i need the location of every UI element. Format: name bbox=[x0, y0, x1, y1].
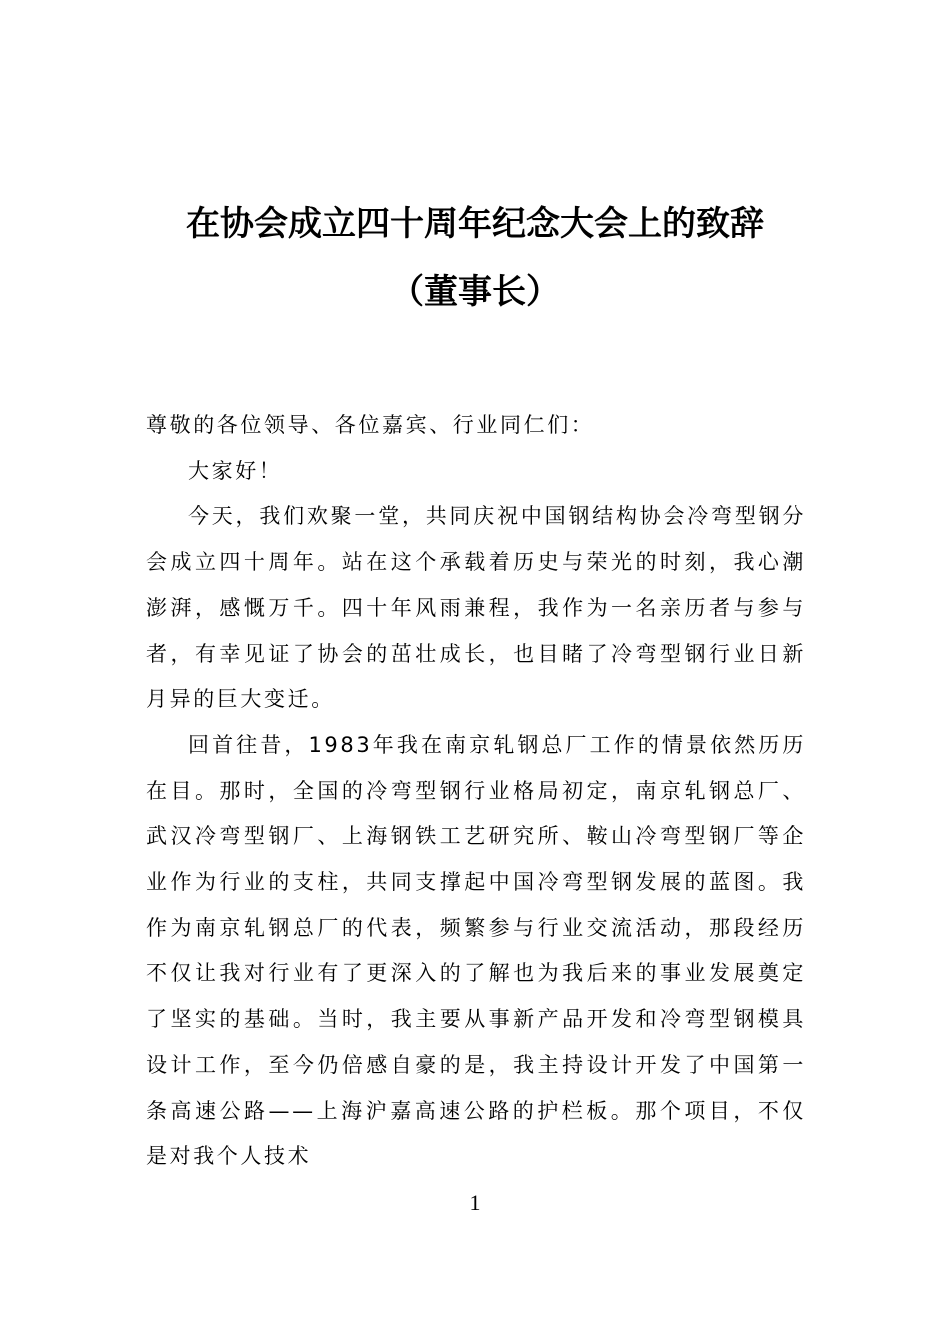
paragraph-greeting: 大家好！ bbox=[188, 458, 283, 483]
document-subtitle: （董事长） bbox=[390, 272, 560, 312]
page-number: 1 bbox=[469, 1190, 481, 1215]
paragraph-intro: 今天，我们欢聚一堂，共同庆祝中国钢结构协会冷弯型钢分会成立四十周年。站在这个承载着历史与荣光的时刻，我心潮澎湃，感慨万千。四十年风雨兼程，我作为一名亲历者与参与者，有幸见证了协会的茁壮成长，也目睹了冷弯型钢行业日新月异的巨大变迁。 bbox=[146, 504, 806, 712]
paragraph-history: 回首往昔，1983年我在南京轧钢总厂工作的情景依然历历在目。那时，全国的冷弯型钢行业格局初定，南京轧钢总厂、武汉冷弯型钢厂、上海钢铁工艺研究所、鞍山冷弯型钢厂等企业作为行业的支柱，共同支撑起中国冷弯型钢发展的蓝图。我作为南京轧钢总厂的代表，频繁参与行业交流活动，那段经历不仅让我对行业有了更深入的了解也为我后来的事业发展奠定了坚实的基础。当时，我主要从事新产品开发和冷弯型钢模具设计工作，至今仍倍感自豪的是，我主持设计开发了中国第一条高速公路——上海沪嘉高速公路的护栏板。那个项目，不仅是对我个人技术 bbox=[146, 732, 806, 1169]
document-body bbox=[146, 403, 806, 1180]
salutation: 尊敬的各位领导、各位嘉宾、行业同仁们： bbox=[146, 413, 595, 437]
document-title: 在协会成立四十周年纪念大会上的致辞 bbox=[186, 204, 764, 244]
